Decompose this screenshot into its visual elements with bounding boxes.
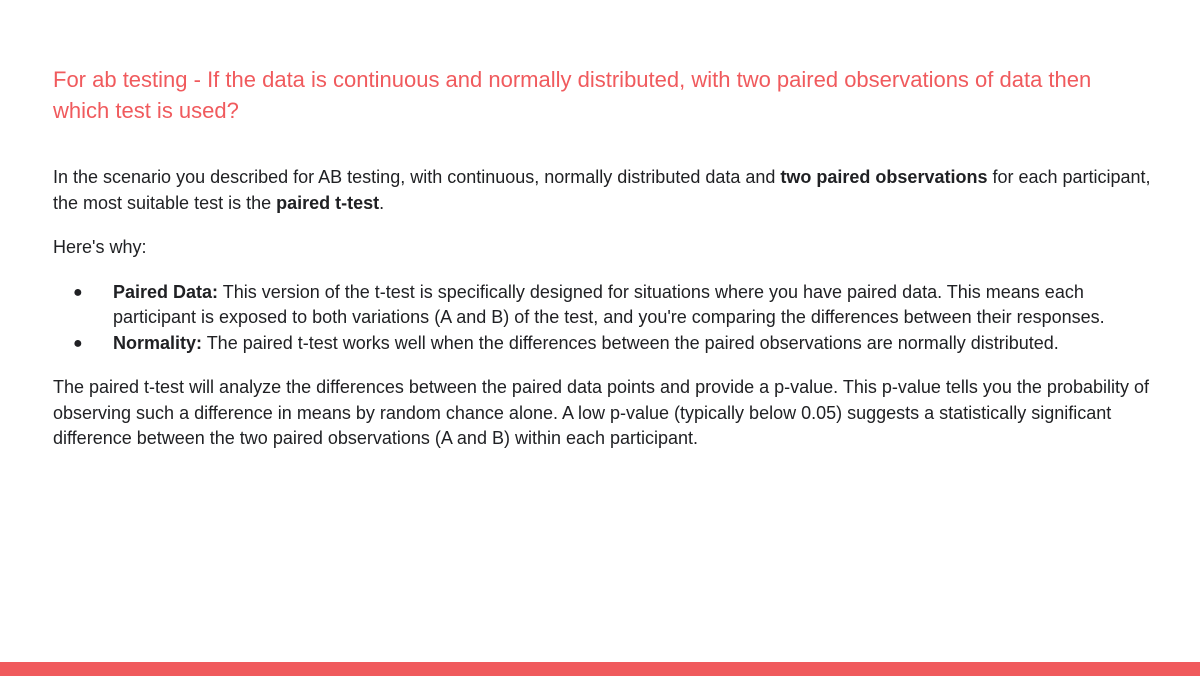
intro-text-1: In the scenario you described for AB testing, with continuous, normally distributed data and [53,167,781,187]
footer-accent-bar [0,662,1200,676]
bullet-item-normality [53,331,1163,357]
slide-body [53,165,1173,452]
intro-text-3: . [379,192,385,213]
bullet-text: This version of the t-test is specifically designed for situations where you have paired data. This means each participant is exposed to both variations (A and B) of the test, and you're comparing the differences between their responses. [113,281,1105,327]
intro-bold-paired-t-test: paired t-test [276,192,380,213]
bullet-dot-icon: ● [73,283,83,301]
bullet-list [53,280,1173,357]
intro-bold-paired-observations: two paired observations [780,167,988,187]
intro-paragraph [53,165,1173,216]
bullet-dot-icon: ● [73,334,83,352]
bullet-item-paired-data [53,280,1163,331]
intro-text-2: for each participant, the most suitable test is the [53,167,1151,213]
bullet-term: Paired Data: [113,281,219,302]
slide-title: For ab testing - If the data is continuous and normally distributed, with two paired observations of data then which test is used? [53,67,1092,123]
lead-text: Here's why: [53,237,147,257]
bullet-term: Normality: [113,332,203,353]
conclusion-paragraph: The paired t-test will analyze the differences between the paired data points and provide a p-value. This p-value tells you the probability of observing such a difference in means by random chance alone. A low p-value (typically below 0.05) suggests a statistically significant difference between the two paired observations (A and B) within each participant. [53,377,1149,448]
bullet-text: The paired t-test works well when the differences between the paired observations are normally distributed. [202,332,1059,353]
